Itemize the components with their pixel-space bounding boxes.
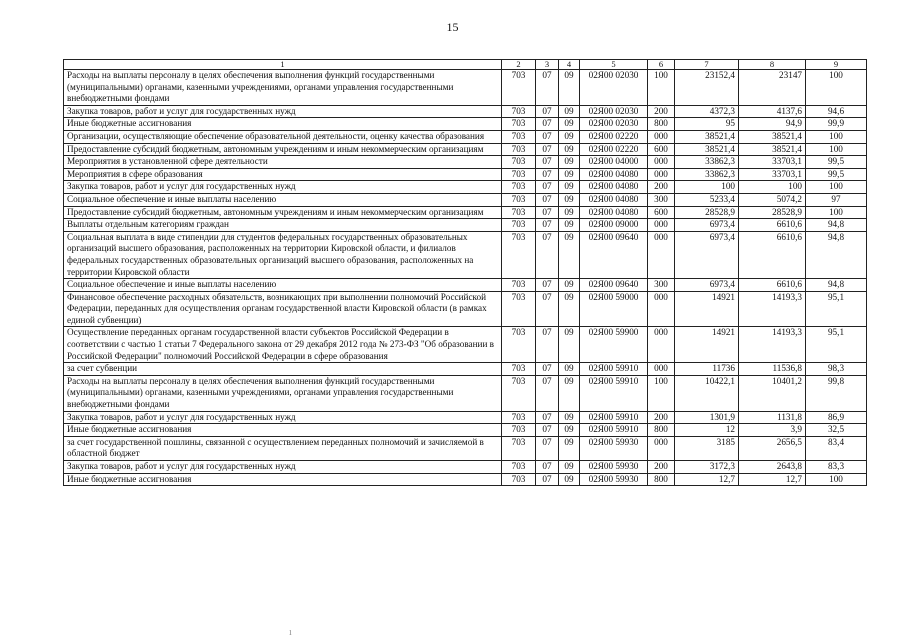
table-row (64, 168, 867, 181)
expenditure-name-cell: Осуществление переданных органам государственной власти субъектов Российской Федерации в соответствии с частью 1 статьи 7 Федерального закона от 29 декабря 2012 года № 273-ФЗ "Об образовании в Российской Федерации" полномочий Российской Федерации в сфере образования (64, 327, 502, 363)
planned-amount-cell: 6973,4 (675, 231, 739, 278)
target-article-cell: 02Я00 59910 (580, 424, 648, 437)
ministry-code-cell: 703 (502, 70, 536, 106)
section-code-cell: 07 (536, 219, 559, 232)
planned-amount-cell: 3172,3 (675, 461, 739, 474)
table-row (64, 363, 867, 376)
planned-amount-cell: 6973,4 (675, 279, 739, 292)
target-article-cell: 02Я00 04080 (580, 181, 648, 194)
section-code-cell: 07 (536, 327, 559, 363)
execution-percent-cell: 99,5 (806, 168, 867, 181)
planned-amount-cell: 100 (675, 181, 739, 194)
target-article-cell: 02Я00 59910 (580, 375, 648, 411)
execution-percent-cell: 99,5 (806, 156, 867, 169)
target-article-cell: 02Я00 59930 (580, 436, 648, 460)
subsection-code-cell: 09 (559, 375, 580, 411)
column-header: 1 (64, 60, 502, 70)
section-code-cell: 07 (536, 375, 559, 411)
table-body (64, 70, 867, 486)
subsection-code-cell: 09 (559, 279, 580, 292)
actual-amount-cell: 5074,2 (739, 193, 806, 206)
planned-amount-cell: 5233,4 (675, 193, 739, 206)
expenditure-name-cell: Предоставление субсидий бюджетным, автономным учреждениям и иным некоммерческим организациям (64, 206, 502, 219)
expense-type-cell: 000 (648, 130, 675, 143)
subsection-code-cell: 09 (559, 206, 580, 219)
actual-amount-cell: 6610,6 (739, 219, 806, 232)
expenditure-name-cell: Социальное обеспечение и иные выплаты населению (64, 279, 502, 292)
table-row (64, 118, 867, 131)
subsection-code-cell: 09 (559, 181, 580, 194)
subsection-code-cell: 09 (559, 231, 580, 278)
section-code-cell: 07 (536, 424, 559, 437)
expense-type-cell: 800 (648, 473, 675, 486)
expense-type-cell: 800 (648, 118, 675, 131)
table-row (64, 105, 867, 118)
expense-type-cell: 000 (648, 363, 675, 376)
execution-percent-cell: 98,3 (806, 363, 867, 376)
subsection-code-cell: 09 (559, 327, 580, 363)
section-code-cell: 07 (536, 105, 559, 118)
table-row (64, 375, 867, 411)
subsection-code-cell: 09 (559, 70, 580, 106)
column-header: 7 (675, 60, 739, 70)
scan-mark: ı (289, 627, 292, 638)
expenditure-name-cell: Иные бюджетные ассигнования (64, 473, 502, 486)
table-row (64, 461, 867, 474)
planned-amount-cell: 3185 (675, 436, 739, 460)
subsection-code-cell: 09 (559, 363, 580, 376)
target-article-cell: 02Я00 09640 (580, 279, 648, 292)
expense-type-cell: 000 (648, 231, 675, 278)
execution-percent-cell: 83,3 (806, 461, 867, 474)
subsection-code-cell: 09 (559, 291, 580, 327)
planned-amount-cell: 23152,4 (675, 70, 739, 106)
section-code-cell: 07 (536, 436, 559, 460)
ministry-code-cell: 703 (502, 219, 536, 232)
section-code-cell: 07 (536, 231, 559, 278)
section-code-cell: 07 (536, 279, 559, 292)
expense-type-cell: 000 (648, 168, 675, 181)
section-code-cell: 07 (536, 473, 559, 486)
execution-percent-cell: 94,8 (806, 231, 867, 278)
section-code-cell: 07 (536, 118, 559, 131)
expense-type-cell: 600 (648, 206, 675, 219)
column-header: 8 (739, 60, 806, 70)
planned-amount-cell: 95 (675, 118, 739, 131)
target-article-cell: 02Я00 02220 (580, 130, 648, 143)
table-row (64, 193, 867, 206)
execution-percent-cell: 94,8 (806, 279, 867, 292)
table-row (64, 206, 867, 219)
planned-amount-cell: 12 (675, 424, 739, 437)
actual-amount-cell: 3,9 (739, 424, 806, 437)
column-header: 9 (806, 60, 867, 70)
table-row (64, 231, 867, 278)
section-code-cell: 07 (536, 363, 559, 376)
target-article-cell: 02Я00 09000 (580, 219, 648, 232)
ministry-code-cell: 703 (502, 168, 536, 181)
ministry-code-cell: 703 (502, 424, 536, 437)
target-article-cell: 02Я00 04080 (580, 206, 648, 219)
table-row (64, 279, 867, 292)
column-header: 2 (502, 60, 536, 70)
ministry-code-cell: 703 (502, 291, 536, 327)
actual-amount-cell: 2643,8 (739, 461, 806, 474)
planned-amount-cell: 38521,4 (675, 143, 739, 156)
ministry-code-cell: 703 (502, 436, 536, 460)
execution-percent-cell: 100 (806, 473, 867, 486)
actual-amount-cell: 14193,3 (739, 327, 806, 363)
expenditure-name-cell: Расходы на выплаты персоналу в целях обеспечения выполнения функций государственными (муниципальными) органами, казенными учреждениями, органами управления государственными внебюджетными фондами (64, 70, 502, 106)
actual-amount-cell: 6610,6 (739, 279, 806, 292)
expenditure-name-cell: Предоставление субсидий бюджетным, автономным учреждениям и иным некоммерческим организациям (64, 143, 502, 156)
expense-type-cell: 100 (648, 70, 675, 106)
target-article-cell: 02Я00 59930 (580, 473, 648, 486)
actual-amount-cell: 14193,3 (739, 291, 806, 327)
actual-amount-cell: 33703,1 (739, 168, 806, 181)
target-article-cell: 02Я00 02030 (580, 118, 648, 131)
ministry-code-cell: 703 (502, 156, 536, 169)
ministry-code-cell: 703 (502, 231, 536, 278)
page-number: 15 (446, 20, 459, 34)
target-article-cell: 02Я00 09640 (580, 231, 648, 278)
table-row (64, 411, 867, 424)
planned-amount-cell: 4372,3 (675, 105, 739, 118)
planned-amount-cell: 6973,4 (675, 219, 739, 232)
table-row (64, 219, 867, 232)
expenditure-name-cell: Иные бюджетные ассигнования (64, 424, 502, 437)
expense-type-cell: 000 (648, 436, 675, 460)
execution-percent-cell: 32,5 (806, 424, 867, 437)
expense-type-cell: 300 (648, 193, 675, 206)
expenditure-name-cell: Финансовое обеспечение расходных обязательств, возникающих при выполнении полномочий Российской Федерации, переданных для осуществления органам государственной власти Кировской области (в рамках единой субвенции) (64, 291, 502, 327)
expenditure-name-cell: Социальное обеспечение и иные выплаты населению (64, 193, 502, 206)
execution-percent-cell: 95,1 (806, 291, 867, 327)
target-article-cell: 02Я00 59000 (580, 291, 648, 327)
execution-percent-cell: 100 (806, 143, 867, 156)
column-header: 5 (580, 60, 648, 70)
execution-percent-cell: 100 (806, 70, 867, 106)
target-article-cell: 02Я00 59930 (580, 461, 648, 474)
actual-amount-cell: 6610,6 (739, 231, 806, 278)
expenditure-name-cell: за счет субвенции (64, 363, 502, 376)
planned-amount-cell: 33862,3 (675, 156, 739, 169)
target-article-cell: 02Я00 59900 (580, 327, 648, 363)
ministry-code-cell: 703 (502, 206, 536, 219)
expenditure-name-cell: Организации, осуществляющие обеспечение образовательной деятельности, оценку качества образования (64, 130, 502, 143)
table-row (64, 436, 867, 460)
table-row (64, 156, 867, 169)
table-row (64, 327, 867, 363)
actual-amount-cell: 10401,2 (739, 375, 806, 411)
subsection-code-cell: 09 (559, 461, 580, 474)
expenditure-name-cell: Мероприятия в установленной сфере деятельности (64, 156, 502, 169)
planned-amount-cell: 11736 (675, 363, 739, 376)
subsection-code-cell: 09 (559, 436, 580, 460)
execution-percent-cell: 83,4 (806, 436, 867, 460)
expense-type-cell: 300 (648, 279, 675, 292)
actual-amount-cell: 28528,9 (739, 206, 806, 219)
section-code-cell: 07 (536, 461, 559, 474)
execution-percent-cell: 100 (806, 181, 867, 194)
expenditure-name-cell: Мероприятия в сфере образования (64, 168, 502, 181)
expenditure-name-cell: Закупка товаров, работ и услуг для государственных нужд (64, 461, 502, 474)
target-article-cell: 02Я00 04080 (580, 193, 648, 206)
section-code-cell: 07 (536, 130, 559, 143)
subsection-code-cell: 09 (559, 424, 580, 437)
expenditure-name-cell: Закупка товаров, работ и услуг для государственных нужд (64, 411, 502, 424)
ministry-code-cell: 703 (502, 105, 536, 118)
actual-amount-cell: 38521,4 (739, 143, 806, 156)
actual-amount-cell: 12,7 (739, 473, 806, 486)
target-article-cell: 02Я00 04080 (580, 168, 648, 181)
actual-amount-cell: 11536,8 (739, 363, 806, 376)
subsection-code-cell: 09 (559, 473, 580, 486)
expense-type-cell: 000 (648, 327, 675, 363)
execution-percent-cell: 99,9 (806, 118, 867, 131)
table-row (64, 181, 867, 194)
section-code-cell: 07 (536, 193, 559, 206)
section-code-cell: 07 (536, 168, 559, 181)
execution-percent-cell: 94,6 (806, 105, 867, 118)
execution-percent-cell: 100 (806, 130, 867, 143)
expense-type-cell: 200 (648, 461, 675, 474)
header-row (64, 60, 867, 70)
budget-table (63, 59, 867, 486)
subsection-code-cell: 09 (559, 105, 580, 118)
subsection-code-cell: 09 (559, 118, 580, 131)
expenditure-name-cell: Иные бюджетные ассигнования (64, 118, 502, 131)
ministry-code-cell: 703 (502, 118, 536, 131)
expense-type-cell: 100 (648, 375, 675, 411)
column-header: 6 (648, 60, 675, 70)
target-article-cell: 02Я00 02220 (580, 143, 648, 156)
actual-amount-cell: 23147 (739, 70, 806, 106)
column-header: 4 (559, 60, 580, 70)
planned-amount-cell: 38521,4 (675, 130, 739, 143)
execution-percent-cell: 97 (806, 193, 867, 206)
planned-amount-cell: 1301,9 (675, 411, 739, 424)
actual-amount-cell: 33703,1 (739, 156, 806, 169)
expenditure-name-cell: Социальная выплата в виде стипендии для студентов федеральных государственных образовательных организаций высшего образования, расположенных на территории Кировской области, и филиалов федеральных государственных образовательных организаций высшего образования, расположенных на территории Кировской области (64, 231, 502, 278)
actual-amount-cell: 4137,6 (739, 105, 806, 118)
table-row (64, 70, 867, 106)
subsection-code-cell: 09 (559, 156, 580, 169)
subsection-code-cell: 09 (559, 193, 580, 206)
actual-amount-cell: 1131,8 (739, 411, 806, 424)
planned-amount-cell: 33862,3 (675, 168, 739, 181)
planned-amount-cell: 14921 (675, 291, 739, 327)
execution-percent-cell: 95,1 (806, 327, 867, 363)
ministry-code-cell: 703 (502, 181, 536, 194)
target-article-cell: 02Я00 02030 (580, 105, 648, 118)
actual-amount-cell: 100 (739, 181, 806, 194)
target-article-cell: 02Я00 04000 (580, 156, 648, 169)
subsection-code-cell: 09 (559, 168, 580, 181)
execution-percent-cell: 86,9 (806, 411, 867, 424)
section-code-cell: 07 (536, 70, 559, 106)
ministry-code-cell: 703 (502, 363, 536, 376)
target-article-cell: 02Я00 59910 (580, 363, 648, 376)
column-header: 3 (536, 60, 559, 70)
actual-amount-cell: 2656,5 (739, 436, 806, 460)
ministry-code-cell: 703 (502, 375, 536, 411)
section-code-cell: 07 (536, 181, 559, 194)
subsection-code-cell: 09 (559, 411, 580, 424)
expenditure-name-cell: Выплаты отдельным категориям граждан (64, 219, 502, 232)
actual-amount-cell: 94,9 (739, 118, 806, 131)
expenditure-name-cell: Закупка товаров, работ и услуг для государственных нужд (64, 181, 502, 194)
table-row (64, 130, 867, 143)
expense-type-cell: 200 (648, 181, 675, 194)
planned-amount-cell: 12,7 (675, 473, 739, 486)
ministry-code-cell: 703 (502, 130, 536, 143)
ministry-code-cell: 703 (502, 411, 536, 424)
expense-type-cell: 000 (648, 156, 675, 169)
planned-amount-cell: 14921 (675, 327, 739, 363)
ministry-code-cell: 703 (502, 327, 536, 363)
subsection-code-cell: 09 (559, 130, 580, 143)
section-code-cell: 07 (536, 291, 559, 327)
actual-amount-cell: 38521,4 (739, 130, 806, 143)
ministry-code-cell: 703 (502, 279, 536, 292)
planned-amount-cell: 28528,9 (675, 206, 739, 219)
table-row (64, 424, 867, 437)
expense-type-cell: 600 (648, 143, 675, 156)
execution-percent-cell: 100 (806, 206, 867, 219)
planned-amount-cell: 10422,1 (675, 375, 739, 411)
expense-type-cell: 200 (648, 411, 675, 424)
ministry-code-cell: 703 (502, 461, 536, 474)
expense-type-cell: 200 (648, 105, 675, 118)
expenditure-name-cell: за счет государственной пошлины, связанной с осуществлением переданных полномочий и зачисляемой в областной бюджет (64, 436, 502, 460)
expense-type-cell: 000 (648, 291, 675, 327)
target-article-cell: 02Я00 59910 (580, 411, 648, 424)
ministry-code-cell: 703 (502, 193, 536, 206)
subsection-code-cell: 09 (559, 143, 580, 156)
execution-percent-cell: 99,8 (806, 375, 867, 411)
table-row (64, 143, 867, 156)
section-code-cell: 07 (536, 411, 559, 424)
execution-percent-cell: 94,8 (806, 219, 867, 232)
ministry-code-cell: 703 (502, 143, 536, 156)
ministry-code-cell: 703 (502, 473, 536, 486)
table-row (64, 473, 867, 486)
expenditure-name-cell: Закупка товаров, работ и услуг для государственных нужд (64, 105, 502, 118)
target-article-cell: 02Я00 02030 (580, 70, 648, 106)
expense-type-cell: 800 (648, 424, 675, 437)
expense-type-cell: 000 (648, 219, 675, 232)
section-code-cell: 07 (536, 156, 559, 169)
subsection-code-cell: 09 (559, 219, 580, 232)
expenditure-name-cell: Расходы на выплаты персоналу в целях обеспечения выполнения функций государственными (муниципальными) органами, казенными учреждениями, органами управления государственными внебюджетными фондами (64, 375, 502, 411)
section-code-cell: 07 (536, 206, 559, 219)
table-row (64, 291, 867, 327)
section-code-cell: 07 (536, 143, 559, 156)
